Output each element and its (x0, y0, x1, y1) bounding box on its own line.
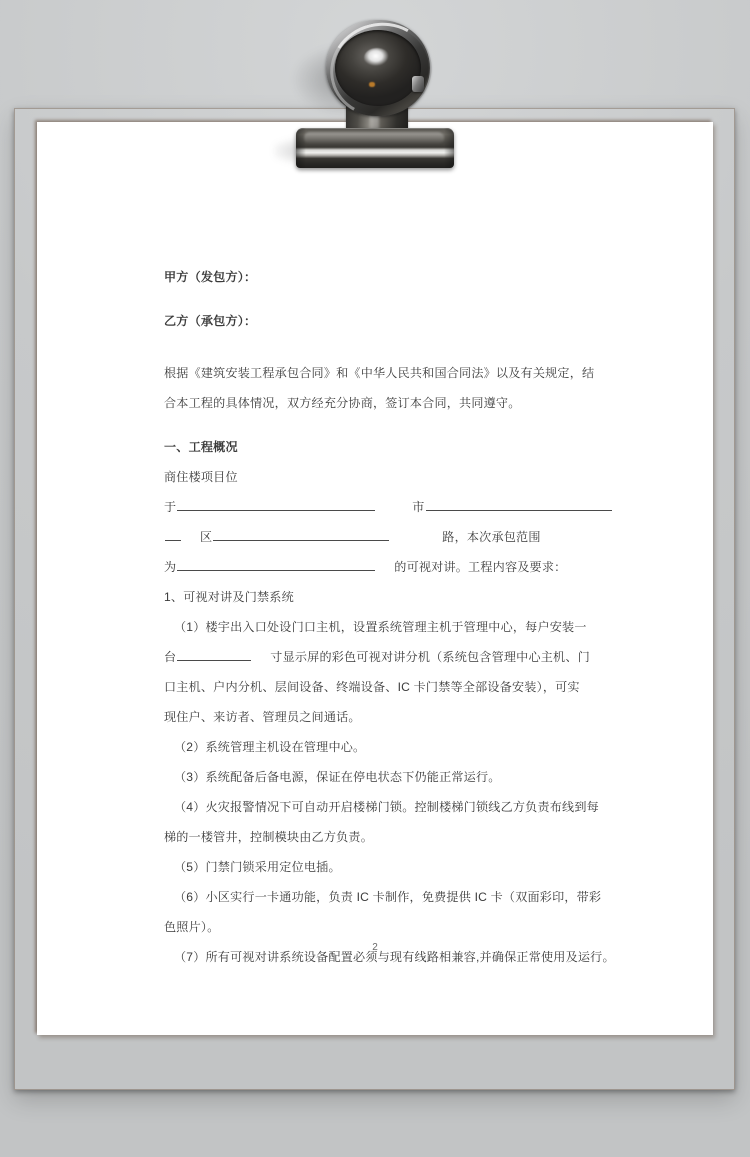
item-1-6-line-1 (164, 882, 604, 912)
item-1-4-text: （4）火灾报警情况下可自动开启楼梯门锁。控制楼梯门锁线乙方负责布线到每 (174, 800, 599, 814)
clip-bar-gloss (304, 132, 444, 144)
address-city-blank[interactable] (177, 497, 375, 511)
clip-side-lever[interactable] (412, 76, 424, 92)
address-prefix-yu: 于 (164, 500, 177, 514)
item-1-3-text: （3）系统配备后备电源，保证在停电状态下仍能正常运行。 (174, 770, 501, 784)
item-1-4-line-2: 梯的一楼管井，控制模块由乙方负责。 (164, 830, 373, 844)
item-1-2-text: （2）系统管理主机设在管理中心。 (174, 740, 366, 754)
address-leading-blank[interactable] (165, 527, 181, 541)
address-line-2-suffix: 路，本次承包范围 (442, 530, 541, 544)
address-line-3 (164, 552, 604, 582)
preamble-line-1: 根据《建筑安装工程承包合同》和《中华人民共和国合同法》以及有关规定，结 (164, 366, 595, 380)
section-heading-overview: 一、工程概况 (164, 440, 238, 454)
item-1-6-line-2: 色照片）。 (164, 920, 220, 934)
party-a-label: 甲方（发包方）： (164, 270, 257, 284)
item-1-6-text: （6）小区实行一卡通功能，负责 IC 卡制作，免费提供 IC 卡（双面彩印，带彩 (174, 890, 602, 904)
address-prefix-wei: 为 (164, 560, 177, 574)
address-label-shi: 市 (412, 500, 425, 514)
address-road-blank[interactable] (213, 527, 389, 541)
item-1-4-line-1 (164, 792, 604, 822)
item-1-3 (164, 762, 604, 792)
item-1-7-text: （7）所有可视对讲系统设备配置必须与现有线路相兼容,并确保正常使用及运行。 (174, 950, 615, 964)
item-1-5 (164, 852, 604, 882)
document-paper-sheet (37, 122, 713, 1035)
clip-bar-right-edge (444, 128, 454, 168)
document-text-body (164, 262, 615, 972)
spacer (164, 418, 604, 432)
address-district-blank[interactable] (426, 497, 612, 511)
item-1-1-line-2 (164, 642, 604, 672)
item-1-1-line-3: 口主机、户内分机、层间设备、终端设备、IC 卡门禁等全部设备安装），可实 (164, 680, 580, 694)
item-1-1-text: （1）楼宇出入口处设门口主机，设置系统管理主机于管理中心，每户安装一 (174, 620, 587, 634)
address-line-2 (164, 522, 604, 552)
party-b-label: 乙方（承包方）： (164, 314, 257, 328)
address-line-1 (164, 492, 604, 522)
unit-prefix-tai: 台 (164, 650, 177, 664)
clip-spring-head[interactable] (326, 20, 430, 116)
clip-head-specular-highlight (364, 48, 390, 68)
clip-head-accent-dot (369, 82, 375, 87)
project-intro: 商住楼项目位 (164, 470, 238, 484)
item-1-1-line-2-suffix: 寸显示屏的彩色可视对讲分机（系统包含管理中心主机、门 (270, 650, 590, 664)
spacer (164, 336, 604, 358)
item-1-1-line-4: 现住户、来访者、管理员之间通话。 (164, 710, 361, 724)
item-1-5-text: （5）门禁门锁采用定位电插。 (174, 860, 341, 874)
item-1-heading: 1、可视对讲及门禁系统 (164, 590, 294, 604)
page-number: 2 (372, 942, 378, 953)
item-1-2 (164, 732, 604, 762)
screen-size-blank[interactable] (177, 647, 251, 661)
spacer (164, 292, 604, 306)
preamble-line-2: 合本工程的具体情况，双方经充分协商，签订本合同，共同遵守。 (164, 396, 521, 410)
item-1-1-line-1 (164, 612, 604, 642)
scope-blank[interactable] (177, 557, 375, 571)
clipboard-clip[interactable] (264, 18, 486, 180)
address-line-3-suffix: 的可视对讲。工程内容及要求： (394, 560, 567, 574)
address-label-qu: 区 (200, 530, 213, 544)
